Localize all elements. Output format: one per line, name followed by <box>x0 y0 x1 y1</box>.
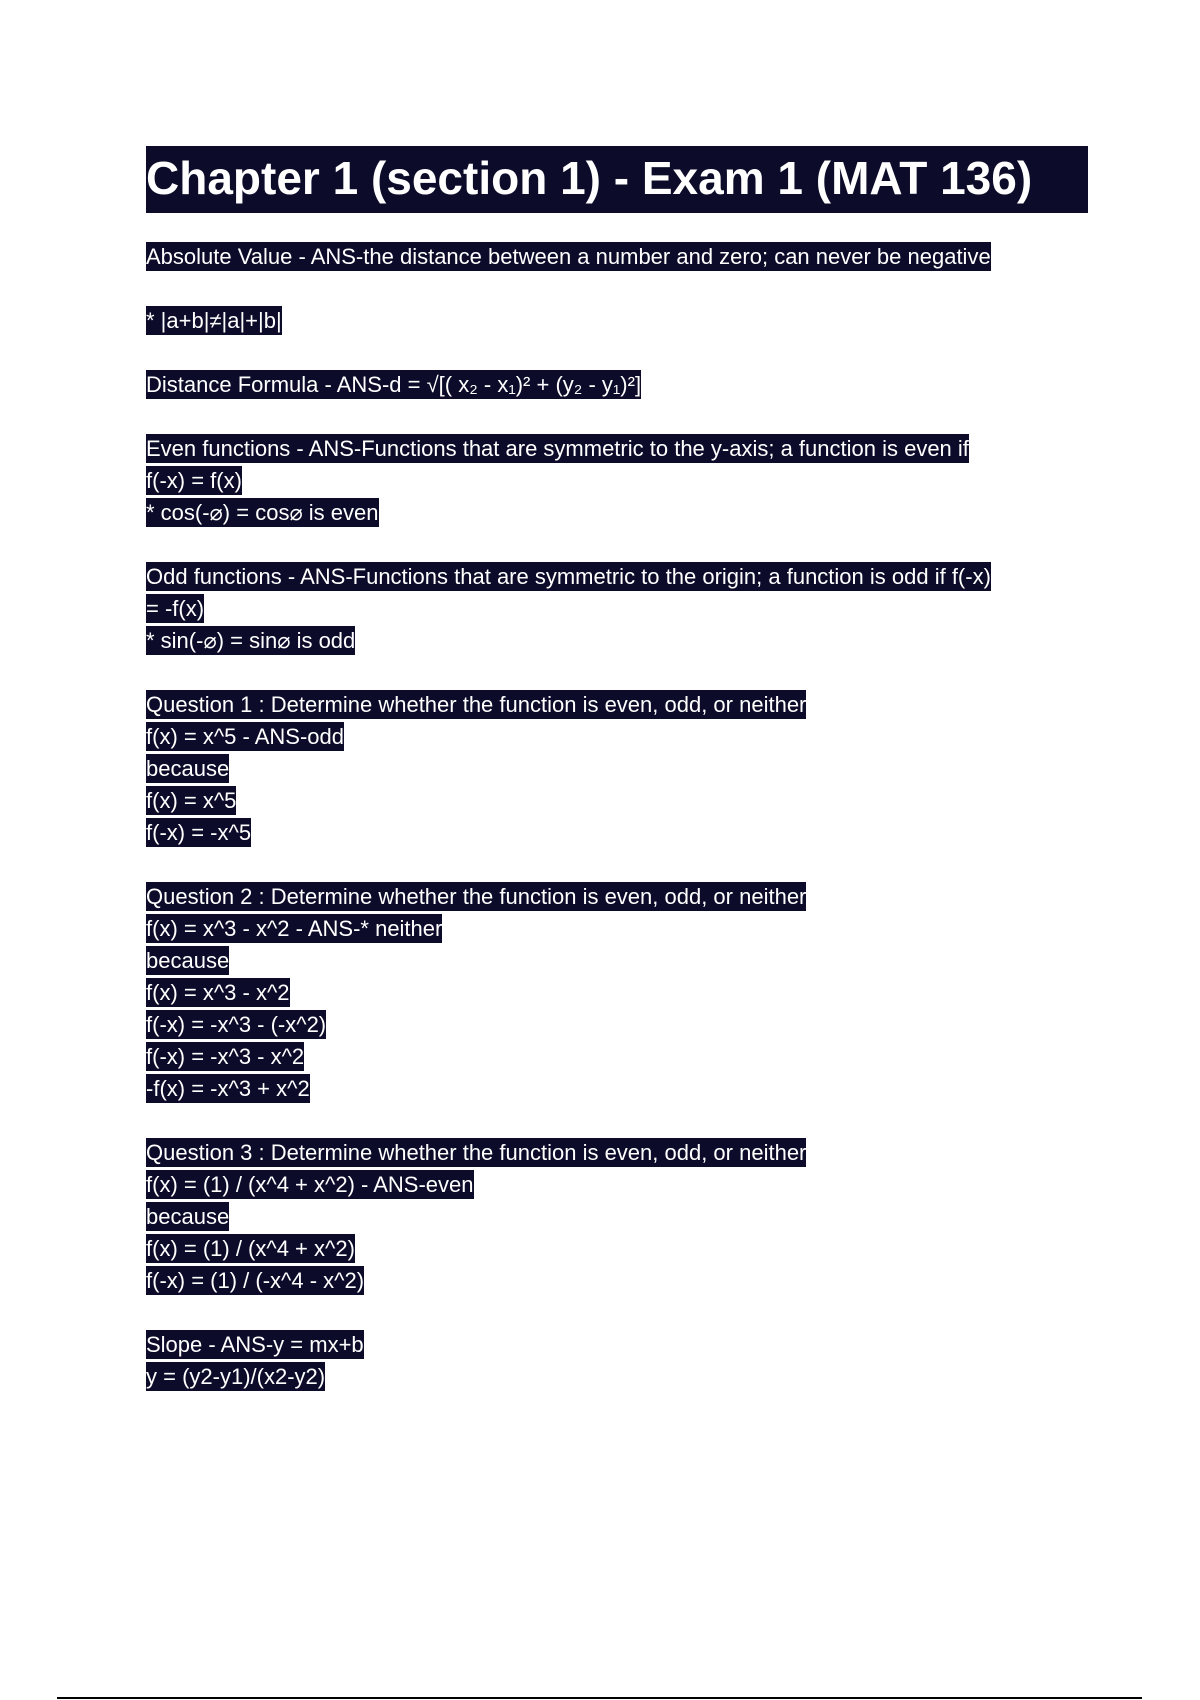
text-line <box>146 241 1096 273</box>
text-line <box>146 369 1096 401</box>
text-line <box>146 785 1096 817</box>
highlighted-text: because <box>146 1204 230 1229</box>
highlighted-text: f(x) = x^5 <box>146 788 237 813</box>
text-block <box>146 561 1096 657</box>
highlighted-text: f(x) = (1) / (x^4 + x^2) <box>146 1236 355 1261</box>
highlighted-text: Question 3 : Determine whether the function is even, odd, or neither <box>146 1140 807 1165</box>
text-block <box>146 689 1096 849</box>
highlighted-text: = -f(x) <box>146 596 205 621</box>
text-line <box>146 433 1096 465</box>
highlighted-text: Odd functions - ANS-Functions that are symmetric to the origin; a function is odd if f(-x) <box>146 564 991 589</box>
highlighted-text: -f(x) = -x^3 + x^2 <box>146 1076 310 1101</box>
highlighted-text: because <box>146 756 230 781</box>
text-line <box>146 945 1096 977</box>
text-line <box>146 1201 1096 1233</box>
text-line <box>146 1329 1096 1361</box>
text-line <box>146 881 1096 913</box>
highlighted-text: Absolute Value - ANS-the distance between a number and zero; can never be negative <box>146 244 991 269</box>
text-line <box>146 465 1096 497</box>
text-line <box>146 913 1096 945</box>
text-block <box>146 1137 1096 1297</box>
text-block <box>146 241 1096 273</box>
highlighted-text: Even functions - ANS-Functions that are symmetric to the y-axis; a function is even if <box>146 436 969 461</box>
highlighted-text: f(-x) = -x^3 - (-x^2) <box>146 1012 327 1037</box>
highlighted-text: f(x) = (1) / (x^4 + x^2) - ANS-even <box>146 1172 474 1197</box>
text-line <box>146 1009 1096 1041</box>
text-line <box>146 305 1096 337</box>
text-line <box>146 497 1096 529</box>
text-line <box>146 1169 1096 1201</box>
highlighted-text: f(-x) = f(x) <box>146 468 242 493</box>
highlighted-text: y = (y2-y1)/(x2-y2) <box>146 1364 326 1389</box>
highlighted-text: Slope - ANS-y = mx+b <box>146 1332 364 1357</box>
highlighted-text: because <box>146 948 230 973</box>
text-line <box>146 1137 1096 1169</box>
text-line <box>146 817 1096 849</box>
highlighted-text: Question 2 : Determine whether the function is even, odd, or neither <box>146 884 807 909</box>
text-line <box>146 1073 1096 1105</box>
text-line <box>146 753 1096 785</box>
text-block <box>146 369 1096 401</box>
text-line <box>146 1361 1096 1393</box>
highlighted-text: * |a+b|≠|a|+|b| <box>146 308 282 333</box>
text-line <box>146 721 1096 753</box>
text-line <box>146 1265 1096 1297</box>
text-line <box>146 1233 1096 1265</box>
highlighted-text: * cos(-⌀) = cos⌀ is even <box>146 500 379 525</box>
text-block <box>146 433 1096 529</box>
highlighted-text: * sin(-⌀) = sin⌀ is odd <box>146 628 356 653</box>
text-line <box>146 977 1096 1009</box>
text-line <box>146 689 1096 721</box>
highlighted-text: f(-x) = -x^3 - x^2 <box>146 1044 305 1069</box>
highlighted-text: f(x) = x^3 - x^2 - ANS-* neither <box>146 916 443 941</box>
text-block <box>146 1329 1096 1393</box>
text-block <box>146 305 1096 337</box>
footer-rule <box>57 1697 1142 1699</box>
text-line <box>146 561 1096 593</box>
highlighted-text: Distance Formula - ANS-d = √[( x₂ - x₁)² + (y₂ - y₁)²] <box>146 372 642 397</box>
highlighted-text: f(x) = x^3 - x^2 <box>146 980 290 1005</box>
document-body <box>146 241 1096 1425</box>
highlighted-text: f(-x) = -x^5 <box>146 820 252 845</box>
text-line <box>146 1041 1096 1073</box>
title-highlight <box>146 146 1088 213</box>
highlighted-text: f(x) = x^5 - ANS-odd <box>146 724 344 749</box>
text-line <box>146 593 1096 625</box>
page-title: Chapter 1 (section 1) - Exam 1 (MAT 136) <box>146 152 1033 204</box>
highlighted-text: Question 1 : Determine whether the function is even, odd, or neither <box>146 692 807 717</box>
text-block <box>146 881 1096 1105</box>
highlighted-text: f(-x) = (1) / (-x^4 - x^2) <box>146 1268 365 1293</box>
text-line <box>146 625 1096 657</box>
